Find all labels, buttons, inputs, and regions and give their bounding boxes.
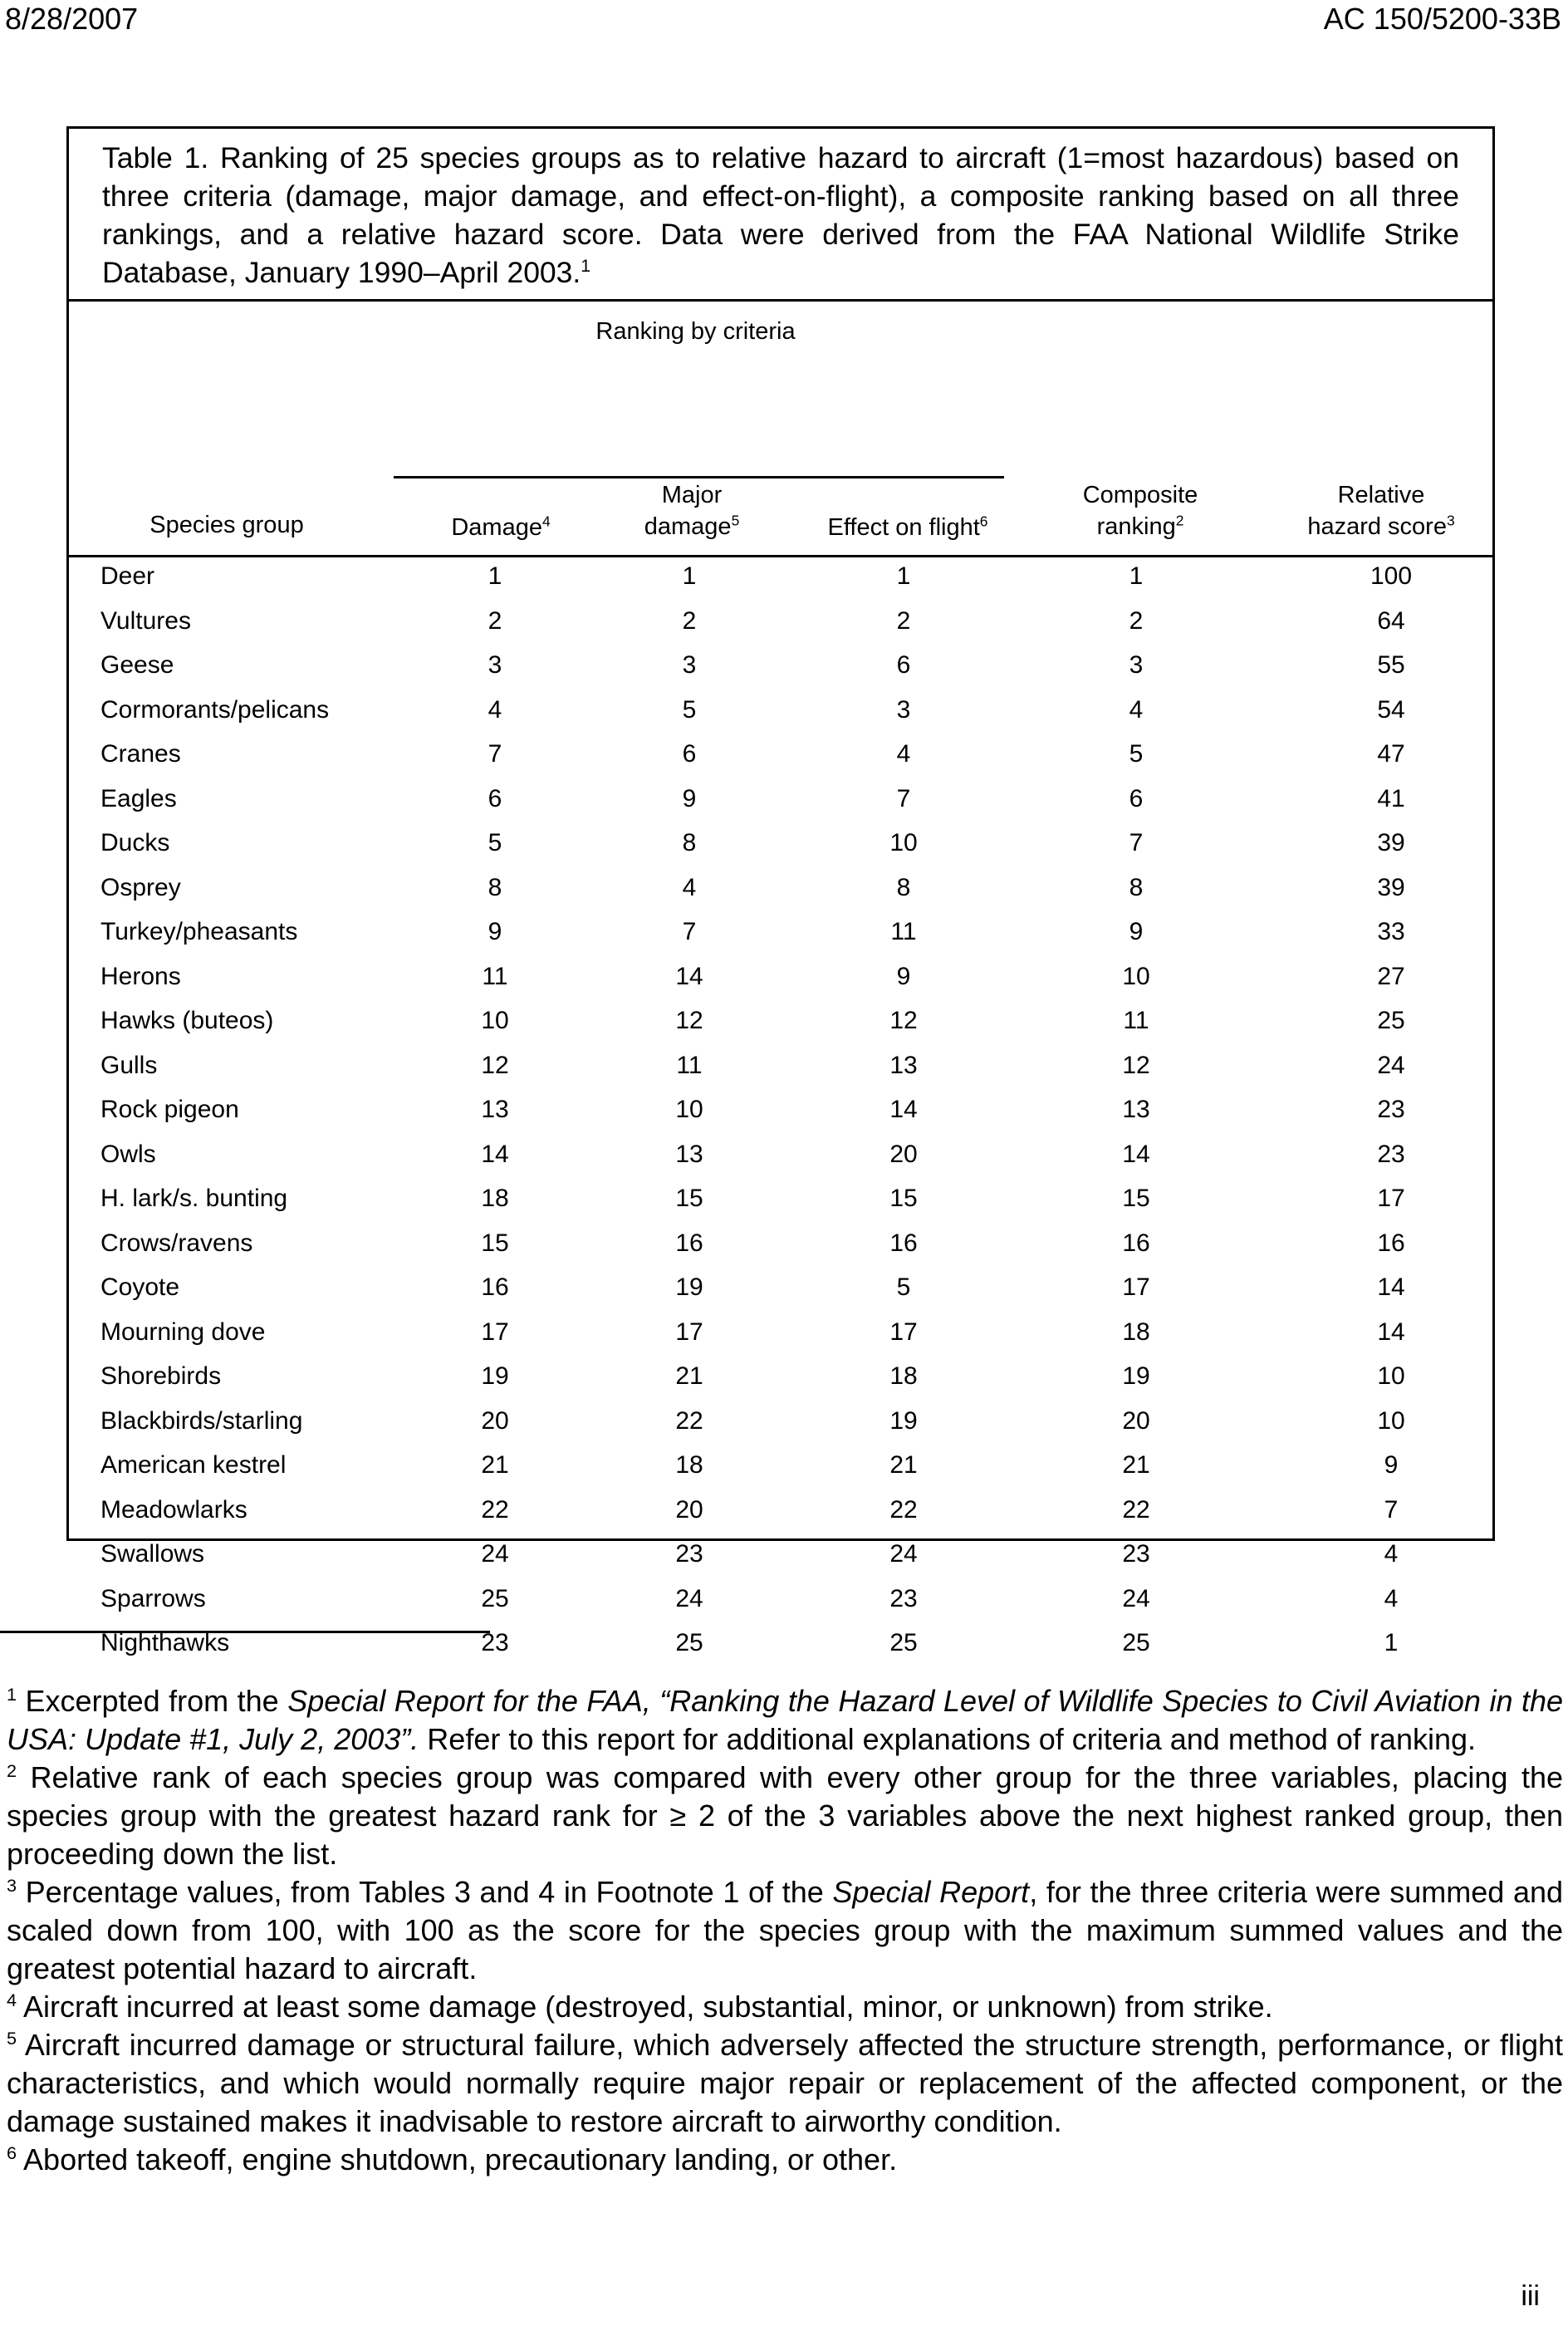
cell-major-damage: 25 [675, 1629, 703, 1656]
cell-composite-ranking: 16 [1122, 1229, 1150, 1257]
cell-species: Nighthawks [100, 1629, 230, 1656]
cell-effect-on-flight: 19 [889, 1406, 918, 1435]
cell-major-damage: 21 [675, 1362, 703, 1390]
cell-effect-on-flight: 12 [889, 1007, 918, 1034]
cell-effect-on-flight: 8 [896, 873, 911, 901]
cell-damage: 20 [481, 1406, 509, 1435]
cell-species: Eagles [100, 784, 177, 812]
cell-relative-hazard-score: 33 [1377, 918, 1405, 945]
table-row [69, 1094, 1492, 1139]
cell-species: Rock pigeon [100, 1096, 239, 1123]
cell-composite-ranking: 10 [1122, 962, 1150, 990]
header-doc-id: AC 150/5200-33B [1323, 2, 1561, 36]
cell-effect-on-flight: 15 [889, 1185, 918, 1212]
cell-damage: 13 [481, 1096, 509, 1123]
cell-damage: 23 [481, 1629, 509, 1656]
table-row [69, 1228, 1492, 1273]
footnote-6-number: 6 [7, 2142, 17, 2163]
footnote-3-text-a: Percentage values, from Tables 3 and 4 in Footnote 1 of the [17, 1875, 833, 1909]
cell-relative-hazard-score: 25 [1377, 1007, 1405, 1034]
cell-relative-hazard-score: 23 [1377, 1096, 1405, 1123]
cell-effect-on-flight: 14 [889, 1096, 918, 1123]
cell-damage: 7 [488, 740, 502, 768]
cell-effect-on-flight: 11 [890, 918, 917, 945]
cell-damage: 2 [488, 606, 502, 635]
header-damage-label: Damage [451, 514, 542, 541]
cell-relative-hazard-score: 14 [1377, 1273, 1405, 1301]
cell-effect-on-flight: 10 [889, 829, 918, 856]
cell-damage: 21 [481, 1451, 509, 1479]
table-row [69, 961, 1492, 1006]
cell-composite-ranking: 22 [1122, 1495, 1150, 1524]
cell-composite-ranking: 4 [1129, 695, 1144, 724]
cell-damage: 11 [482, 962, 508, 990]
footnote-1-number: 1 [7, 1684, 17, 1705]
caption-footnote-ref: 1 [581, 256, 591, 277]
cell-composite-ranking: 25 [1122, 1629, 1150, 1656]
footnote-1-italic: Special Report for the FAA, “Ranking the Hazard Level of Wildlife Species to Civil Aviation in the USA: Update #1, July 2, 2003”. [7, 1684, 1564, 1756]
cell-composite-ranking: 24 [1122, 1584, 1150, 1612]
cell-relative-hazard-score: 7 [1384, 1495, 1399, 1524]
table-row [69, 872, 1492, 917]
cell-composite-ranking: 2 [1129, 606, 1144, 635]
cell-major-damage: 11 [676, 1051, 703, 1079]
cell-species: Mourning dove [100, 1318, 266, 1346]
cell-major-damage: 22 [675, 1406, 703, 1435]
cell-major-damage: 12 [675, 1007, 703, 1034]
cell-composite-ranking: 8 [1129, 873, 1144, 901]
cell-relative-hazard-score: 24 [1377, 1051, 1405, 1079]
cell-species: Meadowlarks [100, 1495, 247, 1524]
footnote-1-text-b: Refer to this report for additional explanations of criteria and method of ranking. [419, 1722, 1477, 1756]
header-major-damage [609, 479, 775, 542]
cell-relative-hazard-score: 27 [1377, 962, 1405, 990]
cell-species: Turkey/pheasants [100, 918, 298, 945]
cell-damage: 6 [488, 784, 502, 812]
cell-composite-ranking: 19 [1122, 1362, 1150, 1390]
footnote-1-text-a: Excerpted from the [17, 1684, 288, 1718]
table-row [69, 783, 1492, 828]
cell-damage: 10 [481, 1007, 509, 1034]
cell-composite-ranking: 6 [1129, 784, 1144, 812]
cell-species: Owls [100, 1140, 156, 1168]
cell-species: Cranes [100, 740, 181, 768]
header-composite-line2: ranking [1096, 513, 1176, 540]
cell-major-damage: 2 [682, 606, 697, 635]
table-caption [69, 129, 1492, 302]
cell-species: Herons [100, 962, 181, 990]
cell-damage: 4 [488, 695, 502, 724]
cell-composite-ranking: 11 [1123, 1007, 1149, 1034]
footnote-5 [7, 2026, 1563, 2141]
header-damage-note: 4 [541, 513, 551, 530]
footnote-3-number: 3 [7, 1875, 17, 1896]
cell-relative-hazard-score: 17 [1377, 1185, 1405, 1212]
cell-species: Sparrows [100, 1584, 206, 1612]
cell-major-damage: 19 [675, 1273, 703, 1301]
cell-effect-on-flight: 6 [896, 651, 911, 679]
cell-effect-on-flight: 3 [896, 695, 911, 724]
footnote-2 [7, 1759, 1563, 1873]
cell-effect-on-flight: 9 [896, 962, 911, 990]
cell-species: Swallows [100, 1540, 205, 1568]
table-row [69, 694, 1492, 739]
table-header [69, 302, 1492, 561]
header-relative-line1: Relative [1337, 482, 1425, 508]
footnote-1 [7, 1682, 1563, 1759]
cell-damage: 3 [488, 651, 502, 679]
cell-effect-on-flight: 24 [889, 1540, 918, 1568]
cell-major-damage: 5 [682, 695, 697, 724]
header-effect-label: Effect on flight [827, 514, 980, 541]
cell-major-damage: 7 [682, 918, 697, 945]
table-row [69, 1317, 1492, 1362]
cell-major-damage: 4 [682, 873, 697, 901]
footnote-5-text: Aircraft incurred damage or structural failure, which adversely affected the structure strength, performance, or flight characteristics, and which would normally require major repair or replacement of the affected component, or the damage sustained makes it inadvisable to restore aircraft to airworthy condition. [7, 2028, 1563, 2138]
cell-major-damage: 8 [682, 829, 697, 856]
cell-major-damage: 9 [682, 784, 697, 812]
cell-relative-hazard-score: 41 [1377, 784, 1405, 812]
footnotes [7, 1682, 1563, 2179]
cell-damage: 17 [481, 1318, 509, 1346]
cell-major-damage: 1 [682, 562, 697, 590]
cell-species: Osprey [100, 873, 181, 901]
cell-relative-hazard-score: 39 [1377, 873, 1405, 901]
header-relative-note: 3 [1446, 512, 1455, 529]
cell-relative-hazard-score: 1 [1384, 1629, 1399, 1656]
cell-species: Hawks (buteos) [100, 1007, 274, 1034]
cell-species: Coyote [100, 1273, 180, 1301]
table-row [69, 827, 1492, 872]
cell-relative-hazard-score: 4 [1384, 1584, 1399, 1612]
page-number: iii [1521, 2280, 1540, 2312]
cell-species: Vultures [100, 606, 191, 635]
header-relative-line2: hazard score [1307, 513, 1447, 540]
footnote-4-text: Aircraft incurred at least some damage (destroyed, substantial, minor, or unknown) from strike. [17, 1990, 1273, 2024]
header-species-group [102, 509, 351, 541]
cell-major-damage: 13 [675, 1140, 703, 1168]
footnote-5-number: 5 [7, 2028, 17, 2049]
cell-species: Ducks [100, 829, 170, 856]
cell-composite-ranking: 17 [1122, 1273, 1150, 1301]
cell-effect-on-flight: 13 [889, 1051, 918, 1079]
cell-composite-ranking: 20 [1122, 1406, 1150, 1435]
cell-relative-hazard-score: 54 [1377, 695, 1405, 724]
cell-effect-on-flight: 22 [889, 1495, 918, 1524]
cell-major-damage: 14 [675, 962, 703, 990]
footnote-2-number: 2 [7, 1760, 17, 1781]
header-composite-note: 2 [1175, 512, 1184, 529]
table-row [69, 1139, 1492, 1184]
cell-effect-on-flight: 16 [889, 1229, 918, 1257]
cell-relative-hazard-score: 14 [1377, 1318, 1405, 1346]
cell-relative-hazard-score: 10 [1377, 1406, 1405, 1435]
header-spanner-rule [394, 476, 1004, 478]
header-ranking-by-criteria: Ranking by criteria [595, 318, 796, 345]
cell-composite-ranking: 5 [1129, 740, 1144, 768]
table-row [69, 606, 1492, 650]
footnote-3-text-b: , for the three criteria were summed and scaled down from 100, with 100 as the score for the species group with the maximum summed values and the greatest potential hazard to aircraft. [7, 1875, 1564, 1985]
cell-relative-hazard-score: 10 [1377, 1362, 1405, 1390]
cell-composite-ranking: 15 [1122, 1185, 1150, 1212]
cell-composite-ranking: 3 [1129, 651, 1144, 679]
cell-major-damage: 15 [675, 1185, 703, 1212]
cell-damage: 14 [481, 1140, 509, 1168]
cell-damage: 22 [481, 1495, 509, 1524]
cell-relative-hazard-score: 23 [1377, 1140, 1405, 1168]
cell-damage: 16 [481, 1273, 509, 1301]
header-effect-note: 6 [979, 513, 988, 530]
header-relative-hazard-score [1281, 479, 1481, 542]
header-effect-on-flight [800, 512, 1016, 543]
cell-composite-ranking: 1 [1129, 562, 1144, 590]
footnote-6 [7, 2141, 1563, 2179]
footnote-4 [7, 1988, 1563, 2026]
cell-relative-hazard-score: 100 [1370, 562, 1413, 590]
cell-species: Crows/ravens [100, 1229, 253, 1257]
cell-major-damage: 10 [675, 1096, 703, 1123]
cell-damage: 25 [481, 1584, 509, 1612]
cell-effect-on-flight: 17 [889, 1318, 918, 1346]
cell-composite-ranking: 12 [1122, 1051, 1150, 1079]
header-species-label: Species group [149, 512, 304, 538]
header-major-note: 5 [731, 512, 740, 529]
table-row [69, 1183, 1492, 1228]
cell-species: Gulls [100, 1051, 158, 1079]
cell-effect-on-flight: 2 [896, 606, 911, 635]
table-row [69, 1406, 1492, 1450]
cell-species: American kestrel [100, 1451, 287, 1479]
cell-composite-ranking: 23 [1122, 1540, 1150, 1568]
cell-effect-on-flight: 18 [889, 1362, 918, 1390]
table-row [69, 916, 1492, 961]
header-major-line1: Major [661, 482, 723, 508]
footnote-3-italic: Special Report [832, 1875, 1030, 1909]
table-row [69, 739, 1492, 783]
cell-effect-on-flight: 1 [896, 562, 911, 590]
cell-species: Shorebirds [100, 1362, 222, 1390]
cell-composite-ranking: 13 [1122, 1096, 1150, 1123]
header-composite-line1: Composite [1082, 482, 1198, 508]
cell-relative-hazard-score: 55 [1377, 651, 1405, 679]
cell-damage: 24 [481, 1540, 509, 1568]
caption-text: Table 1. Ranking of 25 species groups as to relative hazard to aircraft (1=most hazardous) based on three criteria (damage, major damage, and effect-on-flight), a composite ranking based on all three rankings, and a relative hazard score. Data were derived from the FAA National Wildlife Strike Database, January 1990–April 2003. [102, 141, 1459, 289]
table-row [69, 561, 1492, 606]
cell-damage: 19 [481, 1362, 509, 1390]
cell-damage: 12 [481, 1051, 509, 1079]
table-row [69, 1050, 1492, 1095]
cell-damage: 8 [488, 873, 502, 901]
cell-major-damage: 23 [675, 1540, 703, 1568]
table-row [69, 1583, 1492, 1628]
cell-major-damage: 6 [682, 740, 697, 768]
footnote-separator [0, 1631, 490, 1633]
cell-species: Cormorants/pelicans [100, 695, 330, 724]
cell-relative-hazard-score: 4 [1384, 1540, 1399, 1568]
table-row [69, 1538, 1492, 1583]
cell-composite-ranking: 18 [1122, 1318, 1150, 1346]
header-major-line2: damage [644, 513, 732, 540]
footnote-3 [7, 1873, 1563, 1988]
cell-effect-on-flight: 4 [896, 740, 911, 768]
footnote-6-text: Aborted takeoff, engine shutdown, precautionary landing, or other. [17, 2142, 898, 2176]
cell-relative-hazard-score: 16 [1377, 1229, 1405, 1257]
cell-species: Deer [100, 562, 155, 590]
cell-relative-hazard-score: 39 [1377, 829, 1405, 856]
cell-species: Geese [100, 651, 174, 679]
cell-damage: 15 [481, 1229, 509, 1257]
footnote-4-number: 4 [7, 1990, 17, 2010]
cell-relative-hazard-score: 47 [1377, 740, 1405, 768]
cell-major-damage: 24 [675, 1584, 703, 1612]
cell-major-damage: 20 [675, 1495, 703, 1524]
cell-relative-hazard-score: 64 [1377, 606, 1405, 635]
header-damage [434, 512, 567, 543]
cell-major-damage: 3 [682, 651, 697, 679]
cell-effect-on-flight: 5 [896, 1273, 911, 1301]
cell-relative-hazard-score: 9 [1384, 1451, 1399, 1479]
table-row [69, 1494, 1492, 1539]
table-row [69, 1361, 1492, 1406]
footnote-2-text: Relative rank of each species group was compared with every other group for the three variables, placing the species group with the greatest hazard rank for ≥ 2 of the 3 variables above the next highest ranked group, then proceeding down the list. [7, 1760, 1563, 1871]
cell-damage: 9 [488, 918, 502, 945]
cell-damage: 1 [488, 562, 502, 590]
cell-composite-ranking: 14 [1122, 1140, 1150, 1168]
cell-composite-ranking: 7 [1129, 829, 1144, 856]
table-row [69, 1272, 1492, 1317]
table-frame [66, 126, 1495, 1656]
header-composite-ranking [1049, 479, 1232, 542]
table-row [69, 1627, 1492, 1672]
cell-major-damage: 18 [675, 1451, 703, 1479]
table-row [69, 650, 1492, 694]
cell-species: H. lark/s. bunting [100, 1185, 288, 1212]
header-date: 8/28/2007 [5, 2, 139, 36]
cell-effect-on-flight: 25 [889, 1629, 918, 1656]
cell-damage: 5 [488, 829, 502, 856]
cell-composite-ranking: 9 [1129, 918, 1144, 945]
cell-major-damage: 17 [675, 1318, 703, 1346]
cell-effect-on-flight: 7 [896, 784, 911, 812]
table-row [69, 1450, 1492, 1494]
cell-damage: 18 [481, 1185, 509, 1212]
cell-major-damage: 16 [675, 1229, 703, 1257]
table-row [69, 1005, 1492, 1050]
cell-effect-on-flight: 20 [889, 1140, 918, 1168]
cell-effect-on-flight: 21 [889, 1451, 918, 1479]
cell-effect-on-flight: 23 [889, 1584, 918, 1612]
cell-species: Blackbirds/starling [100, 1406, 303, 1435]
cell-composite-ranking: 21 [1122, 1451, 1150, 1479]
header-bottom-rule [69, 555, 1492, 557]
